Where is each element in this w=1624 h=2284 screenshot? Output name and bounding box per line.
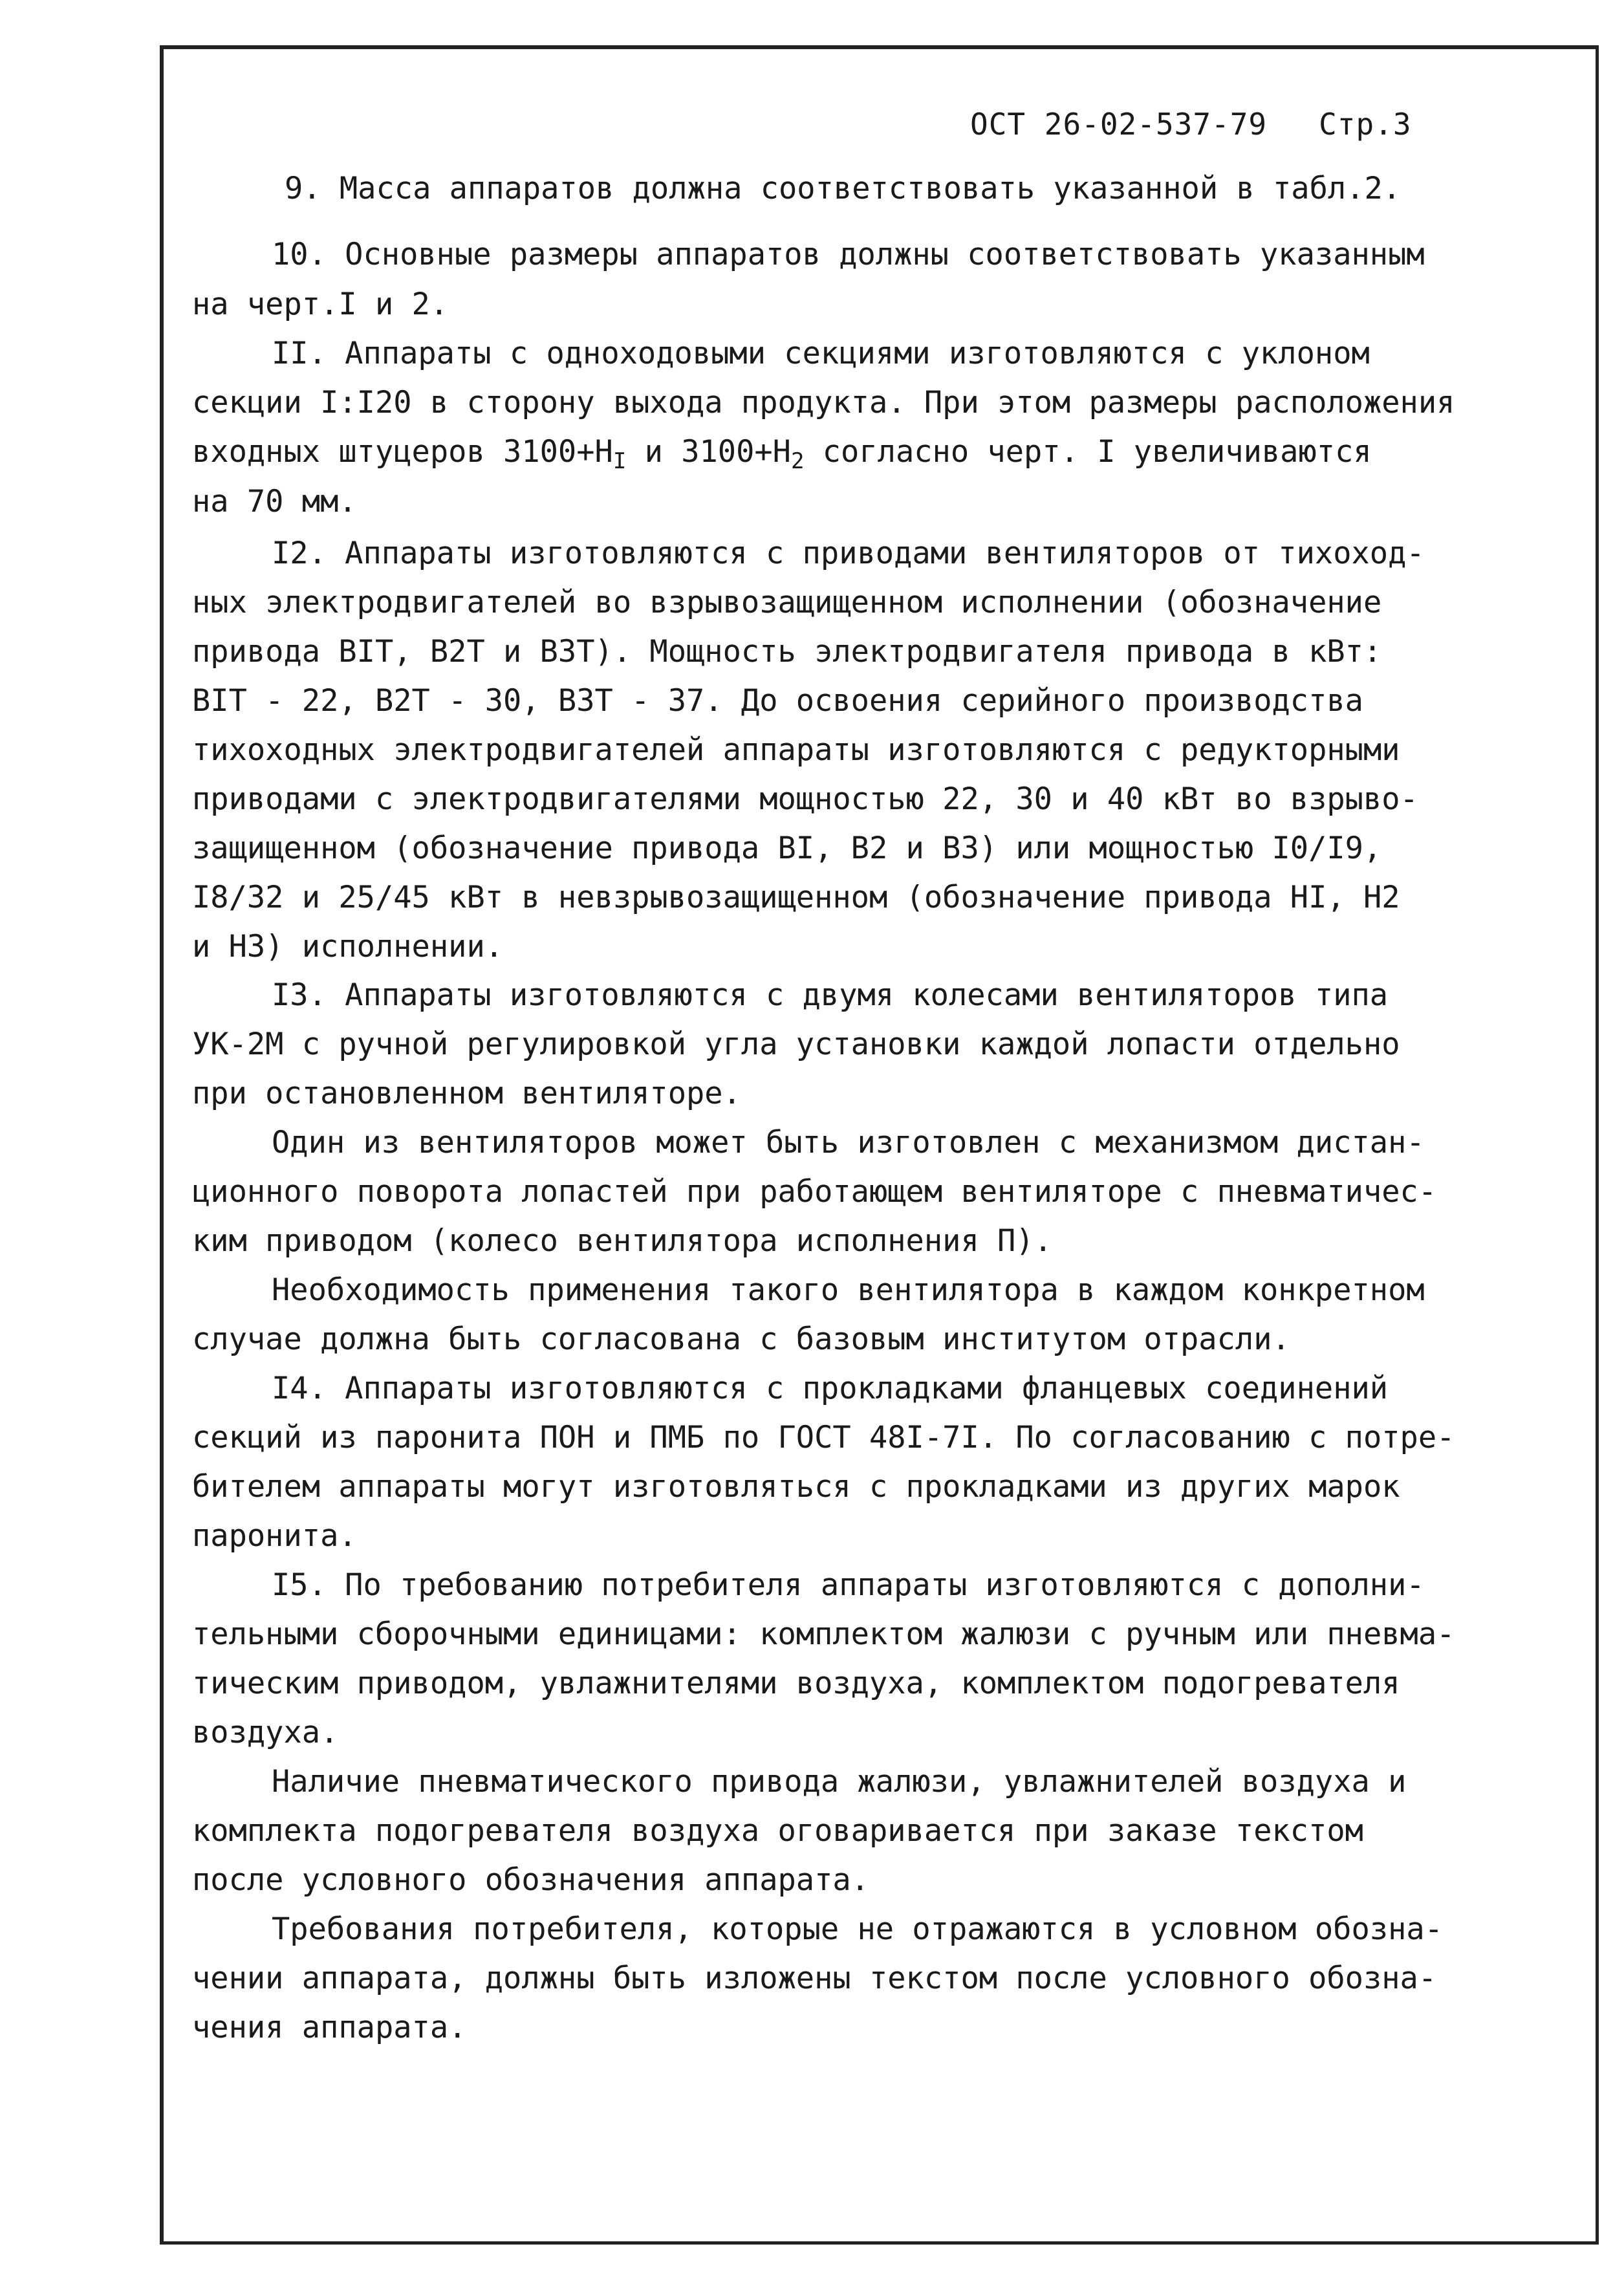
paragraph-10-line-1: 10. Основные размеры аппаратов должны соответствовать указанным (272, 237, 1425, 272)
fitting-text-3: согласно черт. I увеличиваются (804, 434, 1372, 470)
paragraph-14-line-3: бителем аппараты могут изготовляться с прокладками из других марок (192, 1469, 1400, 1505)
paragraph-15-line-9: чении аппарата, должны быть изложены текстом после условного обозна- (192, 1961, 1437, 1996)
paragraph-10-line-2: на черт.I и 2. (192, 287, 449, 322)
paragraph-13-line-3: при остановленном вентиляторе. (192, 1076, 741, 1111)
paragraph-12-line-6: приводами с электродвигателями мощностью 22, 30 и 40 кВт во взрыво- (192, 781, 1418, 817)
paragraph-13-line-6: ким приводом (колесо вентилятора исполнения П). (192, 1223, 1052, 1259)
paragraph-13-line-1: I3. Аппараты изготовляются с двумя колесами вентиляторов типа (272, 977, 1389, 1013)
paragraph-13-line-4: Один из вентиляторов может быть изготовлен с механизмом дистан- (272, 1125, 1425, 1160)
paragraph-12-line-3: привода BIT, B2T и B3T). Мощность электродвигателя привода в кВт: (192, 634, 1382, 669)
paragraph-15-line-3: тическим приводом, увлажнителями воздуха, комплектом подогревателя (192, 1666, 1400, 1701)
paragraph-12-line-5: тихоходных электродвигателей аппараты изготовляются с редукторными (192, 732, 1400, 768)
paragraph-11-line-4: на 70 мм. (192, 484, 357, 519)
paragraph-15-line-2: тельными сборочными единицами: комплектом жалюзи с ручным или пневма- (192, 1616, 1455, 1652)
paragraph-12-line-2: ных электродвигателей во взрывозащищенном исполнении (обозначение (192, 585, 1382, 620)
paragraph-14-line-1: I4. Аппараты изготовляются с прокладками фланцевых соединений (272, 1371, 1389, 1406)
paragraph-15-line-5: Наличие пневматического привода жалюзи, увлажнителей воздуха и (272, 1764, 1407, 1800)
paragraph-15-line-6: комплекта подогревателя воздуха оговаривается при заказе текстом (192, 1813, 1363, 1849)
paragraph-13-line-2: УК-2М с ручной регулировкой угла установки каждой лопасти отдельно (192, 1027, 1400, 1062)
paragraph-9-line-1: 9. Масса аппаратов должна соответствовать указанной в табл.2. (285, 171, 1402, 206)
paragraph-12-line-8: I8/32 и 25/45 кВт в невзрывозащищенном (обозначение привода HI, H2 (192, 880, 1400, 915)
paragraph-15-line-1: I5. По требованию потребителя аппараты изготовляются с дополни- (272, 1567, 1425, 1603)
fitting-text-2: и 3100+H (626, 434, 791, 470)
paragraph-15-line-10: чения аппарата. (192, 2010, 467, 2045)
paragraph-13-line-5: ционного поворота лопастей при работающем вентиляторе с пневматичес- (192, 1174, 1437, 1210)
paragraph-14-line-4: паронита. (192, 1518, 357, 1554)
paragraph-12-line-1: I2. Аппараты изготовляются с приводами вентиляторов от тихоход- (272, 536, 1425, 571)
paragraph-12-line-7: защищенном (обозначение привода BI, B2 и B3) или мощностью I0/I9, (192, 831, 1382, 866)
paragraph-15-line-8: Требования потребителя, которые не отражаются в условном обозна- (272, 1911, 1443, 1947)
paragraph-12-line-9: и H3) исполнении. (192, 929, 504, 964)
document-header (970, 107, 1412, 142)
paragraph-14-line-2: секций из паронита ПОН и ПМБ по ГОСТ 48I-7I. По согласованию с потре- (192, 1420, 1455, 1455)
paragraph-11-line-3 (192, 434, 1372, 474)
paragraph-11-line-2: секции I:I20 в сторону выхода продукта. При этом размеры расположения (192, 385, 1455, 420)
paragraph-11-line-1: II. Аппараты с одноходовыми секциями изготовляются с уклоном (272, 336, 1370, 371)
paragraph-15-line-7: после условного обозначения аппарата. (192, 1862, 869, 1898)
paragraph-12-line-4: BIT - 22, B2T - 30, B3T - 37. До освоения серийного производства (192, 683, 1363, 719)
paragraph-15-line-4: воздуха. (192, 1715, 339, 1750)
subscript-2: 2 (790, 448, 805, 474)
paragraph-13-line-7: Необходимость применения такого вентилятора в каждом конкретном (272, 1272, 1425, 1308)
document-code: ОСТ 26-02-537-79 (970, 107, 1268, 142)
subscript-1: I (612, 448, 627, 474)
fitting-text-1: входных штуцеров 3100+H (192, 434, 613, 470)
paragraph-13-line-8: случае должна быть согласована с базовым институтом отрасли. (192, 1321, 1290, 1357)
page-number: Стр.3 (1319, 107, 1412, 142)
